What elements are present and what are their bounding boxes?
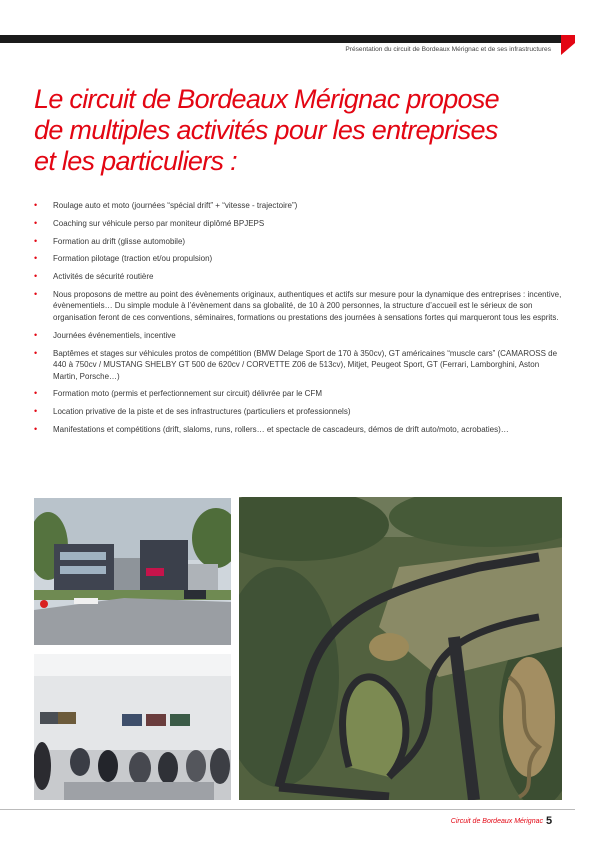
title-line-3: et les particuliers : [34,146,237,176]
list-item-text: Nous proposons de mettre au point des évènements originaux, authentiques et actifs sur mesure pour la dynamique des entreprises : incentive, évènementiels… Du simple module à l’évènement dans sa globalité, de 10 à 200 personnes, la structure d’accueil est le sérieux de son organisation feront de ces conventions, séminaires, formations ou prestations des journées à sensations fortes qui marqueront tous les esprits. [53,289,562,322]
footer-divider [0,809,575,810]
bullet-icon: • [34,200,38,210]
list-item-text: Roulage auto et moto (journées “spécial drift” + “vitesse - trajectoire”) [53,201,298,210]
header-corner-accent [561,35,575,55]
activity-list [32,200,562,442]
list-item [32,200,562,212]
list-item-text: Formation au drift (glisse automobile) [53,236,186,246]
seminar-room-photo [34,654,231,800]
bullet-icon: • [34,217,38,228]
bullet-icon: • [34,235,38,246]
bullet-icon: • [34,388,38,399]
footer-label: Circuit de Bordeaux Mérignac [450,818,543,825]
list-item [32,348,562,383]
list-item-text: Formation moto (permis et perfectionnement sur circuit) délivrée par le CFM [53,389,322,399]
list-item-text: Location privative de la piste et de ses infrastructures (particuliers et professionnels) [53,407,351,417]
list-item [32,330,562,342]
list-item [32,388,562,400]
list-item [32,271,562,283]
bullet-icon: • [34,288,38,299]
aerial-track-photo [239,497,562,800]
list-item-text: Journées événementiels, incentive [53,330,176,340]
bullet-icon: • [34,347,38,358]
list-item [32,424,562,436]
building-photo [34,498,231,645]
bullet-icon: • [34,271,38,282]
page-title [34,84,574,177]
list-item-text: Activités de sécurité routière [53,272,154,282]
header-band [0,35,575,43]
list-item [32,406,562,418]
page-number: 5 [546,815,553,827]
list-item-text: Baptêmes et stages sur véhicules protos de compétition (BMW Delage Sport de 170 à 350cv), GT américaines “muscle cars” (CAMAROSS de 440 à 750cv / MUSTANG SHELBY GT 500 de 620cv / CORVETTE Z06 de 513cv), Mitjet, Peugeot Sport, GT (Ferrari, Lamborghini, Aston Martin, Porsche…) [53,348,558,381]
title-line-1: Le circuit de Bordeaux Mérignac propose [34,84,499,114]
list-item-text: Coaching sur véhicule perso par moniteur diplômé BPJEPS [53,218,265,228]
bullet-icon: • [34,423,38,434]
list-item [32,236,562,248]
list-item [32,289,562,324]
list-item-text: Manifestations et compétitions (drift, slaloms, runs, rollers… et spectacle de cascadeurs, démos de drift auto/moto, acrobaties)… [53,424,509,434]
bullet-icon: • [34,406,38,417]
list-item [32,253,562,265]
list-item-text: Formation pilotage (traction et/ou propulsion) [53,254,213,264]
bullet-icon: • [34,253,38,264]
title-line-2: de multiples activités pour les entreprises [34,115,498,145]
running-header: Présentation du circuit de Bordeaux Mérignac et de ses infrastructures [345,46,551,53]
list-item [32,218,562,230]
bullet-icon: • [34,329,38,340]
